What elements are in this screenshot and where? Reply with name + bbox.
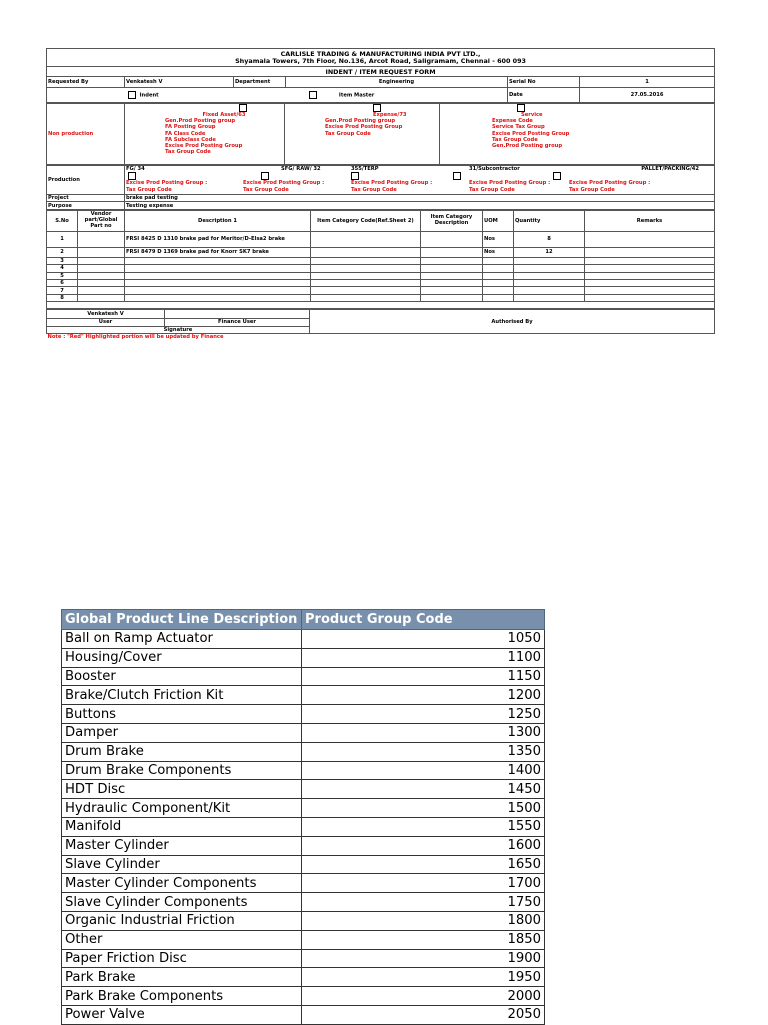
- table-row: [47, 265, 715, 272]
- col-quantity: Quantity: [514, 210, 585, 231]
- svc-excise-prod: Excise Prod Posting Group: [492, 130, 570, 137]
- prod-head-sub: 31/Subcontractor: [469, 166, 520, 172]
- row-uom[interactable]: [483, 294, 514, 301]
- table-row: [47, 231, 715, 247]
- items-table: [46, 210, 715, 309]
- row-uom[interactable]: [483, 272, 514, 279]
- group-code-cell: 1550: [302, 817, 545, 836]
- row-uom[interactable]: Nos: [483, 231, 514, 247]
- terp-checkbox[interactable]: [351, 172, 359, 180]
- group-code-cell: 1300: [302, 723, 545, 742]
- product-line-cell: HDT Disc: [62, 780, 302, 799]
- svc-tax-group: Service Tax Group: [492, 124, 545, 131]
- group-code-cell: 1100: [302, 648, 545, 667]
- col-item-category-code: Item Category Code(Ref.Sheet 2): [311, 210, 421, 231]
- row-vendor-part[interactable]: [78, 257, 125, 264]
- finance-user-label: Finance User: [165, 319, 310, 326]
- fa-gen-prod: Gen.Prod Posting group: [165, 118, 236, 125]
- fa-subclass-code: FA Subclass Code: [165, 136, 216, 143]
- product-line-cell: Other: [62, 930, 302, 949]
- row-vendor-part[interactable]: [78, 272, 125, 279]
- product-line-cell: Booster: [62, 667, 302, 686]
- row-desc[interactable]: [125, 279, 311, 286]
- service-checkbox[interactable]: [517, 104, 525, 112]
- row-qty[interactable]: [514, 294, 585, 301]
- row-remarks[interactable]: [585, 279, 715, 286]
- table-row: [62, 723, 545, 742]
- table-row: [47, 247, 715, 257]
- row-qty[interactable]: [514, 257, 585, 264]
- indent-label: Indent: [139, 92, 159, 99]
- product-line-cell: Park Brake Components: [62, 987, 302, 1006]
- row-sno: 3: [47, 257, 78, 264]
- indent-form: [46, 48, 714, 340]
- item-master-label: Item Master: [338, 92, 375, 99]
- subcontractor-checkbox[interactable]: [453, 172, 461, 180]
- table-row: [62, 893, 545, 912]
- company-name: CARLISLE TRADING & MANUFACTURING INDIA PVT LTD.,: [280, 49, 481, 58]
- exp-gen-prod: Gen.Prod Posting group: [325, 118, 396, 125]
- prod-head-pallet: PALLET/PACKING/42: [641, 166, 699, 172]
- indent-checkbox[interactable]: [128, 91, 136, 99]
- authorised-by-label: Authorised By: [310, 310, 715, 334]
- non-production-table: [46, 103, 715, 165]
- row-desc[interactable]: [125, 294, 311, 301]
- row-qty[interactable]: 8: [514, 231, 585, 247]
- fa-posting-group: FA Posting Group: [165, 124, 216, 131]
- row-cat-code[interactable]: [311, 247, 421, 257]
- row-remarks[interactable]: [585, 294, 715, 301]
- row-desc[interactable]: [125, 272, 311, 279]
- row-cat-desc[interactable]: [421, 231, 483, 247]
- group-code-cell: 1600: [302, 836, 545, 855]
- row-desc[interactable]: [125, 257, 311, 264]
- row-cat-code[interactable]: [311, 272, 421, 279]
- service-heading: Service: [521, 112, 543, 118]
- row-cat-code[interactable]: [311, 265, 421, 272]
- product-group-table: [61, 609, 544, 1025]
- product-line-cell: Manifold: [62, 817, 302, 836]
- table-row: [62, 799, 545, 818]
- row-vendor-part[interactable]: [78, 287, 125, 294]
- table-row: [62, 855, 545, 874]
- product-table-body: [62, 630, 545, 1025]
- excise-sfg: Excise Prod Posting Group :: [243, 180, 325, 187]
- row-uom[interactable]: [483, 279, 514, 286]
- requested-by-label: Requested By: [47, 77, 125, 88]
- svc-gen-prod: Gen.Prod Posting group: [492, 143, 563, 150]
- table-row: [62, 742, 545, 761]
- group-code-cell: 1150: [302, 667, 545, 686]
- department-label: Department: [234, 77, 286, 88]
- product-line-cell: Drum Brake: [62, 742, 302, 761]
- col-description: Description 1: [125, 210, 311, 231]
- row-sno: 5: [47, 272, 78, 279]
- table-row: [62, 648, 545, 667]
- tax-sfg: Tax Group Code: [243, 186, 289, 193]
- exp-tax-group: Tax Group Code: [325, 130, 371, 137]
- row-uom[interactable]: [483, 265, 514, 272]
- fa-excise-prod: Excise Prod Posting Group: [165, 143, 243, 150]
- row-vendor-part[interactable]: [78, 294, 125, 301]
- excise-terp: Excise Prod Posting Group :: [351, 180, 433, 187]
- signature-label: Signature: [47, 326, 310, 333]
- table-row: [62, 630, 545, 649]
- group-code-cell: 1800: [302, 911, 545, 930]
- fa-tax-group: Tax Group Code: [165, 149, 211, 156]
- expense-heading: Expense/73: [373, 112, 407, 118]
- row-cat-desc[interactable]: [421, 279, 483, 286]
- group-code-cell: 1850: [302, 930, 545, 949]
- row-vendor-part[interactable]: [78, 247, 125, 257]
- row-cat-desc[interactable]: [421, 247, 483, 257]
- row-qty[interactable]: 12: [514, 247, 585, 257]
- row-desc[interactable]: [125, 265, 311, 272]
- tax-pallet: Tax Group Code: [569, 186, 615, 193]
- signature-table: [46, 309, 715, 340]
- product-line-cell: Buttons: [62, 705, 302, 724]
- product-line-cell: Damper: [62, 723, 302, 742]
- item-master-checkbox[interactable]: [309, 91, 317, 99]
- table-row: [62, 817, 545, 836]
- product-line-cell: Paper Friction Disc: [62, 949, 302, 968]
- row-cat-desc[interactable]: [421, 257, 483, 264]
- group-code-cell: 2000: [302, 987, 545, 1006]
- row-cat-code[interactable]: [311, 257, 421, 264]
- row-uom[interactable]: [483, 257, 514, 264]
- col-item-category-desc: Item Category Description: [421, 210, 483, 231]
- row-cat-code[interactable]: [311, 294, 421, 301]
- finance-note: Note : "Red" Highlighted portion will be updated by Finance: [47, 334, 224, 341]
- group-code-cell: 1200: [302, 686, 545, 705]
- table-row: [62, 667, 545, 686]
- non-production-label: Non production: [47, 104, 125, 165]
- col-sno: S.No: [47, 210, 78, 231]
- purpose-label: Purpose: [47, 202, 125, 209]
- product-line-cell: Slave Cylinder: [62, 855, 302, 874]
- table-row: [47, 294, 715, 301]
- group-code-cell: 1900: [302, 949, 545, 968]
- sfg-checkbox[interactable]: [261, 172, 269, 180]
- fixed-asset-heading: Fixed Asset/63: [202, 112, 246, 118]
- serial-label: Serial No: [508, 77, 580, 88]
- group-code-cell: 1750: [302, 893, 545, 912]
- table-row: [62, 686, 545, 705]
- svc-tax-code: Tax Group Code: [492, 136, 538, 143]
- row-sno: 8: [47, 294, 78, 301]
- row-sno: 1: [47, 231, 78, 247]
- fixed-asset-checkbox[interactable]: [239, 104, 247, 112]
- company-address: Shyamala Towers, 7th Floor, No.136, Arcot Road, Saligramam, Chennai - 600 093: [235, 56, 526, 65]
- table-row: [62, 874, 545, 893]
- table-row: [62, 930, 545, 949]
- group-code-cell: 1350: [302, 742, 545, 761]
- row-remarks[interactable]: [585, 272, 715, 279]
- product-line-cell: Hydraulic Component/Kit: [62, 799, 302, 818]
- group-code-cell: 1400: [302, 761, 545, 780]
- row-remarks[interactable]: [585, 231, 715, 247]
- table-row: [47, 279, 715, 286]
- product-line-cell: Slave Cylinder Components: [62, 893, 302, 912]
- table-row: [62, 949, 545, 968]
- product-line-cell: Housing/Cover: [62, 648, 302, 667]
- row-desc[interactable]: FRSI 8479 D 1369 brake pad for Knorr SK7 brake: [125, 247, 311, 257]
- table-row: [62, 968, 545, 987]
- group-code-cell: 2050: [302, 1005, 545, 1024]
- table-row: [47, 257, 715, 264]
- row-qty[interactable]: [514, 287, 585, 294]
- table-row: [62, 987, 545, 1006]
- date-label: Date: [508, 88, 580, 103]
- tax-terp: Tax Group Code: [351, 186, 397, 193]
- row-desc[interactable]: FRSI 8425 D 1310 brake pad for Meritor/D-Elsa2 brake: [125, 231, 311, 247]
- product-line-cell: Park Brake: [62, 968, 302, 987]
- group-code-cell: 1950: [302, 968, 545, 987]
- row-qty[interactable]: [514, 265, 585, 272]
- department-value[interactable]: Engineering: [286, 77, 508, 88]
- row-remarks[interactable]: [585, 287, 715, 294]
- group-code-cell: 1250: [302, 705, 545, 724]
- production-table: [46, 165, 715, 210]
- table-row: [62, 705, 545, 724]
- col-uom: UOM: [483, 210, 514, 231]
- header-group-code: Product Group Code: [302, 610, 545, 630]
- form-header-table: [46, 48, 715, 103]
- exp-excise-prod: Excise Prod Posting Group: [325, 124, 403, 131]
- group-code-cell: 1650: [302, 855, 545, 874]
- col-vendor-part: Vendor part/Global Part no: [78, 210, 125, 231]
- excise-fg: Excise Prod Posting Group :: [126, 180, 208, 187]
- excise-pallet: Excise Prod Posting Group :: [569, 180, 651, 187]
- table-row: [62, 780, 545, 799]
- product-line-cell: Master Cylinder Components: [62, 874, 302, 893]
- row-sno: 2: [47, 247, 78, 257]
- serial-value[interactable]: 1: [580, 77, 715, 88]
- prod-head-fg: FG/ 34: [126, 166, 145, 172]
- production-label: Production: [47, 166, 125, 195]
- header-product-line: Global Product Line Description: [62, 610, 302, 630]
- purpose-value[interactable]: Testing expense: [125, 202, 715, 209]
- user-label: User: [47, 319, 165, 326]
- row-cat-desc[interactable]: [421, 294, 483, 301]
- requested-by-value[interactable]: Venkatesh V: [125, 77, 234, 88]
- row-vendor-part[interactable]: [78, 279, 125, 286]
- prod-head-355: 355/TERP: [351, 166, 379, 172]
- tax-sub: Tax Group Code: [469, 186, 515, 193]
- row-cat-code[interactable]: [311, 287, 421, 294]
- fa-class-code: FA Class Code: [165, 130, 206, 137]
- product-line-cell: Master Cylinder: [62, 836, 302, 855]
- group-code-cell: 1050: [302, 630, 545, 649]
- table-row: [47, 272, 715, 279]
- pallet-checkbox[interactable]: [553, 172, 561, 180]
- product-line-cell: Brake/Clutch Friction Kit: [62, 686, 302, 705]
- row-remarks[interactable]: [585, 257, 715, 264]
- row-sno: 7: [47, 287, 78, 294]
- row-cat-code[interactable]: [311, 231, 421, 247]
- table-row: [62, 836, 545, 855]
- form-title: INDENT / ITEM REQUEST FORM: [47, 67, 715, 77]
- row-desc[interactable]: [125, 287, 311, 294]
- project-value[interactable]: brake pad testing: [125, 195, 715, 202]
- row-vendor-part[interactable]: [78, 265, 125, 272]
- group-code-cell: 1700: [302, 874, 545, 893]
- row-sno: 6: [47, 279, 78, 286]
- table-row: [62, 911, 545, 930]
- table-row: [62, 761, 545, 780]
- prod-head-sfg: SFG/ RAW/ 32: [281, 166, 321, 172]
- project-label: Project: [47, 195, 125, 202]
- user-name: Venkatesh V: [47, 310, 165, 319]
- table-row: [62, 1005, 545, 1024]
- product-line-cell: Drum Brake Components: [62, 761, 302, 780]
- group-code-cell: 1500: [302, 799, 545, 818]
- row-vendor-part[interactable]: [78, 231, 125, 247]
- product-line-cell: Ball on Ramp Actuator: [62, 630, 302, 649]
- row-sno: 4: [47, 265, 78, 272]
- col-remarks: Remarks: [585, 210, 715, 231]
- row-cat-code[interactable]: [311, 279, 421, 286]
- product-line-cell: Power Valve: [62, 1005, 302, 1024]
- row-uom[interactable]: [483, 287, 514, 294]
- product-line-cell: Organic Industrial Friction: [62, 911, 302, 930]
- svc-expense-code: Expense Code: [492, 118, 533, 125]
- row-cat-desc[interactable]: [421, 287, 483, 294]
- row-qty[interactable]: [514, 272, 585, 279]
- row-cat-desc[interactable]: [421, 272, 483, 279]
- expense-checkbox[interactable]: [373, 104, 381, 112]
- row-remarks[interactable]: [585, 265, 715, 272]
- excise-sub: Excise Prod Posting Group :: [469, 180, 551, 187]
- fg-checkbox[interactable]: [128, 172, 136, 180]
- table-row: [47, 287, 715, 294]
- row-qty[interactable]: [514, 279, 585, 286]
- row-remarks[interactable]: [585, 247, 715, 257]
- group-code-cell: 1450: [302, 780, 545, 799]
- row-uom[interactable]: Nos: [483, 247, 514, 257]
- row-cat-desc[interactable]: [421, 265, 483, 272]
- date-value[interactable]: 27.05.2016: [580, 88, 715, 103]
- tax-fg: Tax Group Code: [126, 186, 172, 193]
